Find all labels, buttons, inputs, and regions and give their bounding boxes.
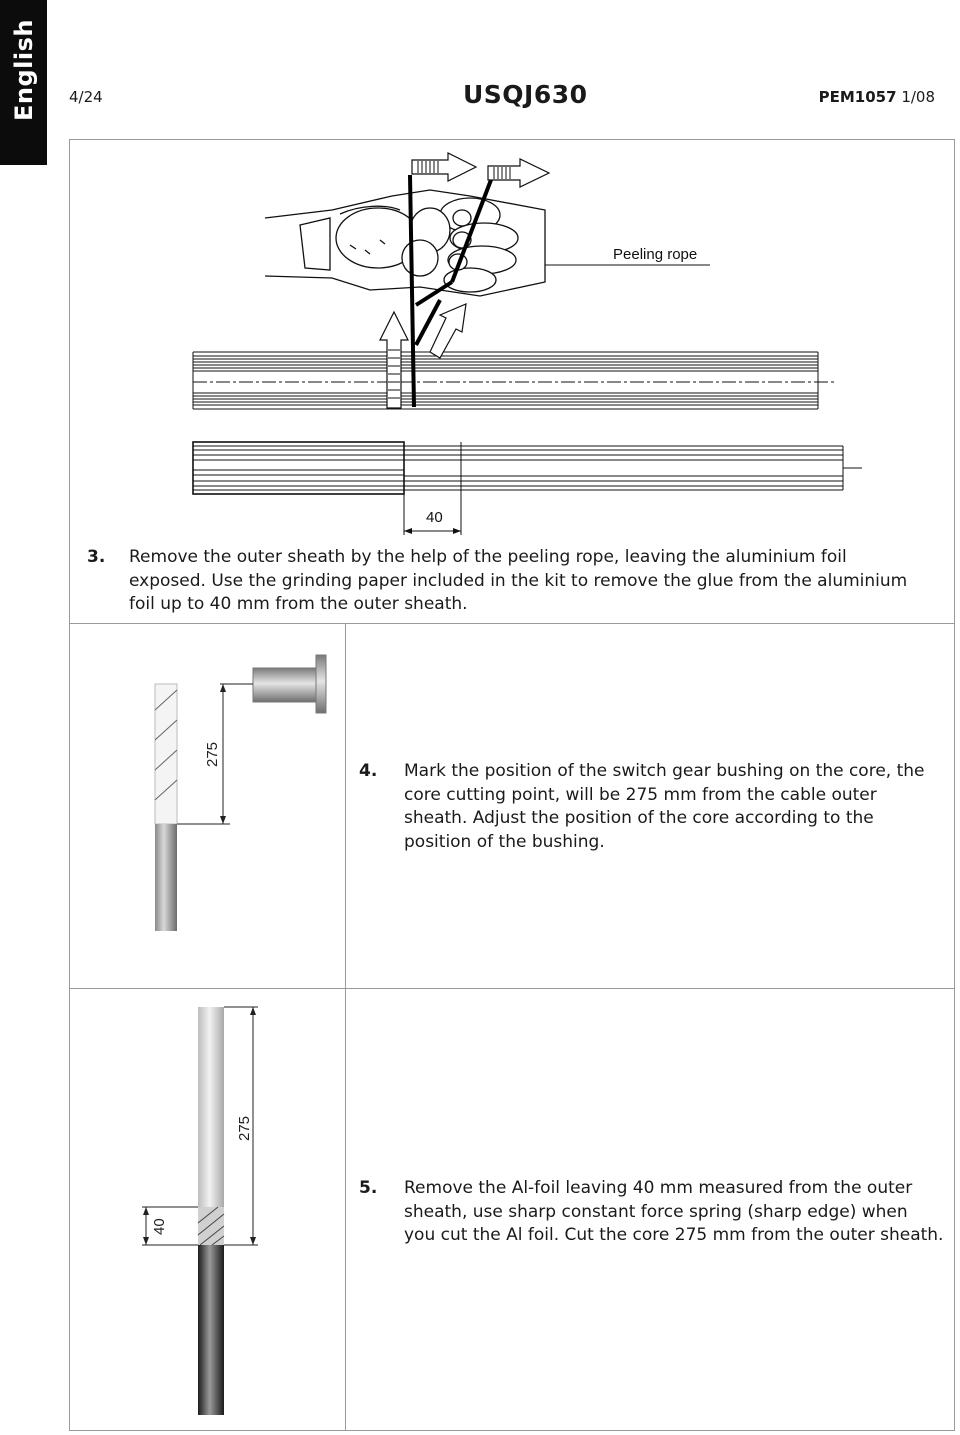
bushing-position-figure xyxy=(120,640,345,940)
page-number: 4/24 xyxy=(69,88,103,106)
dimension-40-label: 40 xyxy=(151,1218,168,1235)
step-3 xyxy=(87,546,927,617)
step-text: Remove the outer sheath by the help of the peeling rope, leaving the aluminium foil exposed. Use the grinding paper included in the kit to remove the glue from the aluminium foil up to 40 mm from the outer sheath. xyxy=(129,547,908,614)
divider xyxy=(69,988,955,989)
peeling-rope-label: Peeling rope xyxy=(613,246,698,263)
step-number: 3. xyxy=(87,547,106,567)
step-text: Mark the position of the switch gear bushing on the core, the core cutting point, will be 275 mm from the cable outer sheath. Adjust the position of the core according to the position of the bushing. xyxy=(404,761,925,852)
dimension-275-label: 275 xyxy=(204,741,221,767)
document-title: USQJ630 xyxy=(463,80,588,109)
step-number: 4. xyxy=(359,761,378,781)
doc-date: 1/08 xyxy=(901,88,935,106)
step-number: 5. xyxy=(359,1178,378,1198)
column-divider xyxy=(345,623,346,1431)
step-4 xyxy=(359,760,939,854)
dimension-275-label: 275 xyxy=(236,1115,253,1141)
peeling-rope-figure xyxy=(0,0,960,540)
doc-code: PEM1057 xyxy=(818,88,897,106)
divider xyxy=(69,623,955,624)
foil-removal-figure xyxy=(130,995,345,1420)
step-5 xyxy=(359,1177,944,1248)
step-text: Remove the Al-foil leaving 40 mm measured from the outer sheath, use sharp constant force spring (sharp edge) when you cut the Al foil. Cut the core 275 mm from the outer sheath. xyxy=(404,1178,944,1245)
dimension-40-label: 40 xyxy=(426,509,443,526)
language-label: English xyxy=(10,19,38,121)
